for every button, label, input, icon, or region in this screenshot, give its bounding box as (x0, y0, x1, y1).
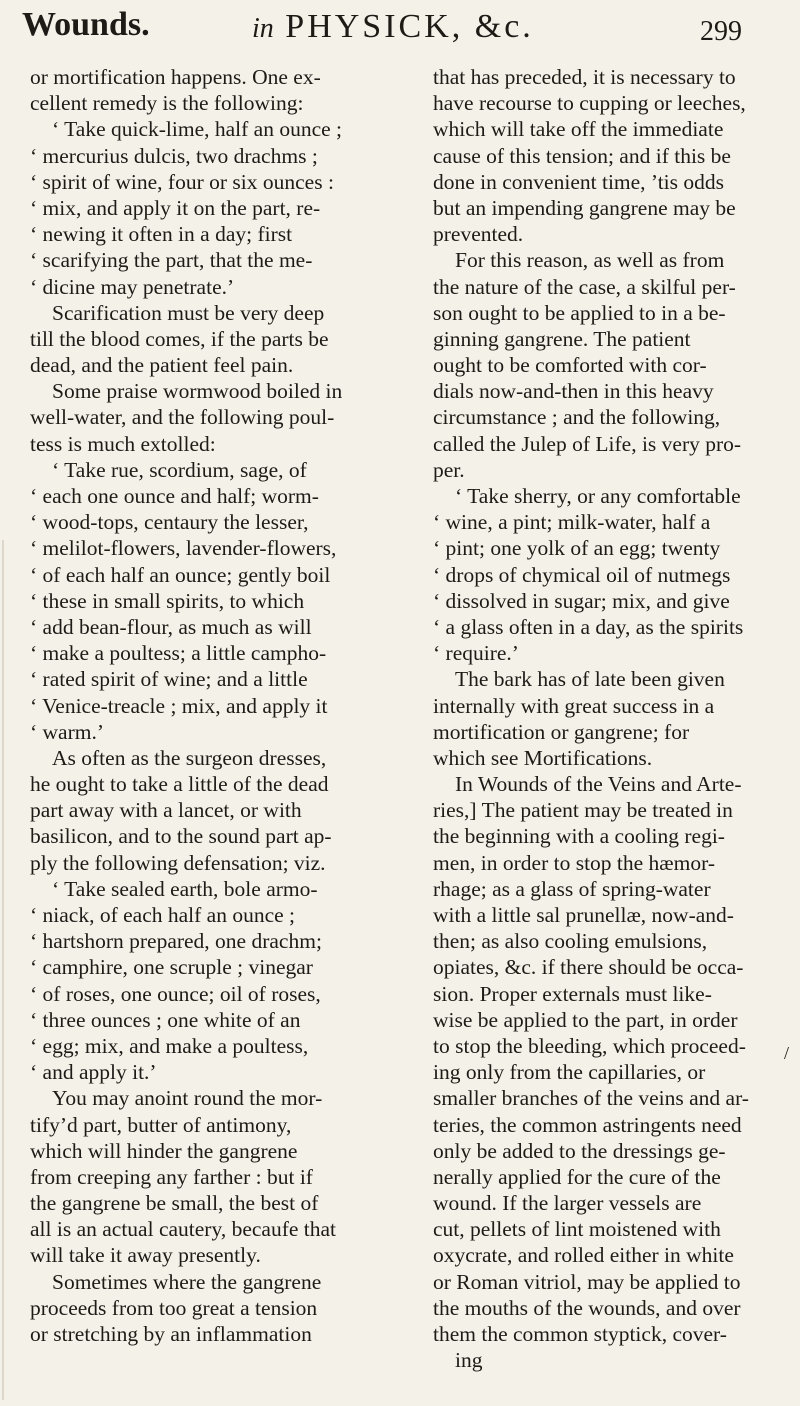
text-line: smaller branches of the veins and ar- (433, 1086, 749, 1111)
text-line: Scarification must be very deep (52, 300, 325, 325)
text-line: For this reason, as well as from (455, 248, 725, 273)
text-line: only be added to the dressings ge- (433, 1138, 726, 1163)
running-head-center (252, 8, 534, 46)
text-line: per. (433, 457, 465, 482)
text-line: ‘ mix, and apply it on the part, re- (30, 195, 321, 220)
text-line: internally with great success in a (433, 693, 715, 718)
text-line: As often as the surgeon dresses, (52, 745, 327, 770)
text-line: ‘ Venice-treacle ; mix, and apply it (30, 693, 328, 718)
text-line: ought to be comforted with cor- (433, 353, 707, 378)
text-line: ‘ scarifying the part, that the me- (30, 248, 313, 273)
page-number: 299 (700, 16, 742, 47)
running-head-title: PHYSICK, &c. (285, 8, 534, 45)
text-line: cellent remedy is the following: (30, 91, 304, 116)
text-line: till the blood comes, if the parts be (30, 326, 329, 351)
text-line: nerally applied for the cure of the (433, 1164, 721, 1189)
running-head-prefix: in (252, 13, 274, 44)
binding-shadow (2, 540, 4, 1400)
text-line: men, in order to stop the hæmor- (433, 850, 716, 875)
text-line: tify’d part, butter of antimony, (30, 1112, 292, 1137)
text-line: then; as also cooling emulsions, (433, 929, 708, 954)
text-line: wound. If the larger vessels are (433, 1191, 702, 1216)
text-line: Sometimes where the gangrene (52, 1269, 322, 1294)
text-line: ‘ each one ounce and half; worm- (30, 484, 319, 508)
text-line: mortification or gangrene; for (433, 719, 690, 744)
text-line: the nature of the case, a skilful per- (433, 274, 736, 299)
text-line: ‘ Take quick-lime, half an ounce ; (52, 117, 343, 142)
text-line: well-water, and the following poul- (30, 405, 335, 430)
text-line: ‘ and apply it.’ (30, 1060, 157, 1085)
text-line: with a little sal prunellæ, now-and- (433, 903, 734, 927)
text-line: which will hinder the gangrene (30, 1138, 298, 1163)
text-line: ‘ newing it often in a day; first (30, 222, 293, 247)
text-line: all is an actual cautery, becaufe that (30, 1217, 337, 1242)
text-line: cause of this tension; and if this be (433, 143, 731, 168)
text-line: but an impending gangrene may be (433, 195, 736, 220)
text-line: oxycrate, and rolled either in white (433, 1243, 734, 1268)
text-line: the beginning with a cooling regi- (433, 824, 725, 849)
text-line: which will take off the immediate (433, 117, 724, 142)
text-line: ‘ these in small spirits, to which (30, 588, 305, 613)
text-line: called the Julep of Life, is very pro- (433, 431, 742, 456)
text-line: Some praise wormwood boiled in (52, 379, 343, 404)
running-head-left: Wounds. (22, 6, 150, 43)
text-line: ‘ of roses, one ounce; oil of roses, (30, 981, 321, 1006)
text-line: dials now-and-then in this heavy (433, 379, 714, 404)
text-line: basilicon, and to the sound part ap- (30, 824, 332, 849)
text-line: proceeds from too great a tension (30, 1295, 318, 1320)
text-line: ‘ Take rue, scordium, sage, of (52, 457, 307, 482)
text-line: ‘ warm.’ (30, 719, 105, 744)
left-column (30, 64, 418, 1347)
text-line: wise be applied to the part, in order (433, 1007, 738, 1032)
text-line: ‘ camphire, one scruple ; vinegar (30, 955, 313, 980)
text-line: or Roman vitriol, may be applied to (433, 1269, 741, 1294)
text-line: ginning gangrene. The patient (433, 326, 691, 351)
text-line: cut, pellets of lint moistened with (433, 1217, 721, 1242)
right-column (433, 64, 789, 1373)
text-line: ries,] The patient may be treated in (433, 798, 733, 823)
text-line: ‘ dissolved in sugar; mix, and give (433, 588, 730, 613)
text-line: ing (455, 1348, 483, 1373)
text-line: that has preceded, it is necessary to (433, 65, 736, 89)
text-line: ‘ make a poultess; a little campho- (30, 641, 327, 666)
text-line: son ought to be applied to in a be- (433, 300, 726, 325)
text-line: dead, and the patient feel pain. (30, 353, 294, 378)
text-line: ‘ hartshorn prepared, one drachm; (30, 929, 322, 954)
text-line: ‘ niack, of each half an ounce ; (30, 903, 296, 927)
text-line: rhage; as a glass of spring-water (433, 876, 711, 901)
text-line: ‘ drops of chymical oil of nutmegs (433, 562, 731, 587)
text-line: teries, the common astringents need (433, 1112, 742, 1137)
text-line: will take it away presently. (30, 1243, 261, 1268)
text-line: from creeping any farther : but if (30, 1164, 313, 1189)
text-line: prevented. (433, 222, 524, 247)
text-line: You may anoint round the mor- (52, 1086, 323, 1111)
text-line: or mortification happens. One ex- (30, 65, 321, 89)
text-line: ‘ three ounces ; one white of an (30, 1007, 301, 1032)
text-line: ‘ spirit of wine, four or six ounces : (30, 169, 334, 194)
text-line: the mouths of the wounds, and over (433, 1295, 741, 1320)
text-line: them the common styptick, cover- (433, 1322, 727, 1346)
text-line: ‘ a glass often in a day, as the spirits (433, 614, 744, 639)
text-line: he ought to take a little of the dead (30, 772, 329, 797)
text-line: ‘ add bean-flour, as much as will (30, 614, 312, 639)
text-line: ‘ pint; one yolk of an egg; twenty (433, 536, 721, 561)
text-line: ‘ of each half an ounce; gently boil (30, 562, 331, 587)
text-line: ‘ Take sealed earth, bole armo- (52, 876, 318, 901)
text-line: which see Mortifications. (433, 745, 653, 770)
running-head (0, 0, 800, 60)
text-line: circumstance ; and the following, (433, 405, 721, 430)
text-line: have recourse to cupping or leeches, (433, 91, 746, 116)
text-line: to stop the bleeding, which proceed- (433, 1033, 746, 1058)
text-line: ‘ wine, a pint; milk-water, half a (433, 510, 711, 535)
text-line: ‘ dicine may penetrate.’ (30, 274, 235, 299)
text-line: ing only from the capillaries, or (433, 1060, 706, 1085)
text-line: opiates, &c. if there should be occa- (433, 955, 744, 980)
text-line: or stretching by an inflammation (30, 1322, 312, 1346)
text-line: The bark has of late been given (455, 667, 725, 692)
text-line: the gangrene be small, the best of (30, 1191, 319, 1216)
text-line: sion. Proper externals must like- (433, 981, 712, 1006)
text-line: ‘ Take sherry, or any comfortable (455, 484, 741, 508)
text-line: ‘ egg; mix, and make a poultess, (30, 1033, 309, 1058)
text-line: ply the following defensation; viz. (30, 850, 326, 875)
text-line: tess is much extolled: (30, 431, 216, 456)
text-line: ‘ rated spirit of wine; and a little (30, 667, 308, 692)
margin-mark: / (784, 1043, 790, 1063)
text-line: done in convenient time, ’tis odds (433, 169, 725, 194)
text-line: ‘ mercurius dulcis, two drachms ; (30, 143, 318, 168)
text-line: ‘ wood-tops, centaury the lesser, (30, 510, 309, 535)
text-line: ‘ melilot-flowers, lavender-flowers, (30, 536, 337, 561)
text-line: part away with a lancet, or with (30, 798, 302, 823)
text-line: ‘ require.’ (433, 641, 519, 666)
text-line: In Wounds of the Veins and Arte- (455, 772, 742, 797)
